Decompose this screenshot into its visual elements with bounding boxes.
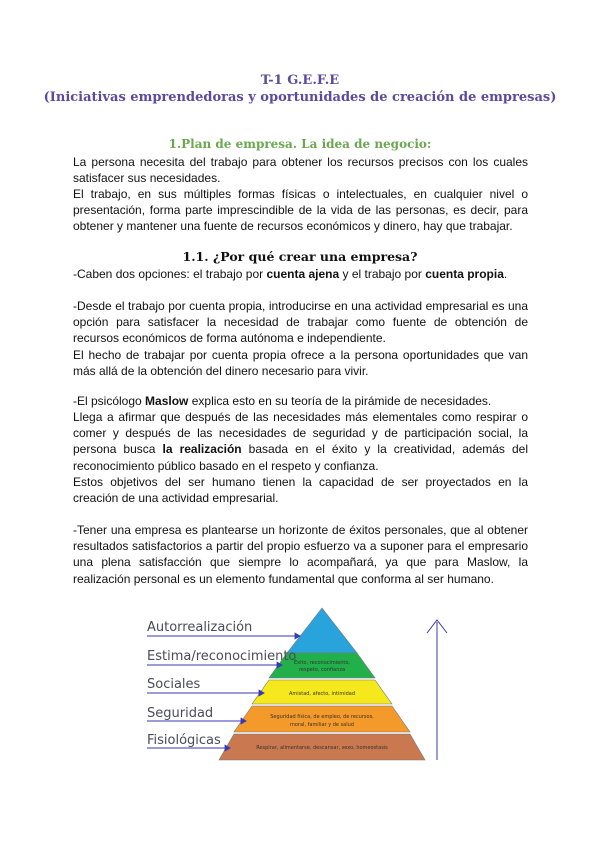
section-1-1-paragraph-5: Llega a afirmar que después de las necesidades más elementales como respirar o comer y después de las necesidades de seguridad y de participación social, la persona busca la realización basada en el éxito y la creatividad, además del reconocimiento público basado en el respeto y confianza. [73,410,528,473]
section-1-1-paragraph-6: Estos objetivos del ser humano tienen la capacidad de ser proyectados en la creación de una actividad empresarial. [73,475,528,506]
pyramid-label-seguridad: Seguridad [147,706,214,721]
section-1-1-paragraph-3: El hecho de trabajar por cuenta propia ofrece a la persona oportunidades que van más allá de la obtención del dinero necesario para vivir. [73,348,528,379]
section-1-paragraph-2: El trabajo, en sus múltiples formas físicas o intelectuales, en cualquier nivel o presentación, forma parte imprescindible de la vida de las personas, es decir, para obtener y mantener una fuente de recursos económicos y dinero, hay que trabajar. [73,187,528,234]
section-1-1-paragraph-4: -El psicólogo Maslow explica esto en su teoría de la pirámide de necesidades. [73,394,492,408]
section-1-paragraph-1: La persona necesita del trabajo para obtener los recursos precisos con los cuales satisfacer sus necesidades. [73,155,528,186]
pyramid-desc-sociales: Amistad, afecto, intimidad [288,691,356,697]
document-title: T-1 G.E.F.E [260,73,340,88]
pyramid-desc-estima-1: Éxito, reconocimiento, [293,660,351,666]
section-1-1-paragraph-7: -Tener una empresa es plantearse un horizonte de éxitos personales, que al obtener resultados satisfactorios a partir del propio esfuerzo va a suponer para el empresario una plena satisfacción que siempre lo acompañará, ya que para Maslow, la realización personal es un elemento fundamental que conforma al ser humano. [73,523,528,586]
pyramid-desc-seguridad-2: moral, familiar y de salud [290,722,354,728]
pyramid-desc-fisiologicas: Respirar, alimentarse, descansar, sexo, homeostasis [256,745,388,751]
pyramid-label-autorrealizacion: Autorrealización [147,620,253,635]
section-1-1-heading: 1.1. ¿Por qué crear una empresa? [182,249,418,264]
section-1-1-paragraph-2: -Desde el trabajo por cuenta propia, introducirse en una actividad empresarial es una opción para satisfacer la necesidad de trabajar como fuente de obtención de recursos económicos de forma autónoma e independiente. [73,299,528,346]
pyramid-desc-seguridad-1: Seguridad física, de empleo, de recursos, [270,714,374,720]
pyramid-label-fisiologicas: Fisiológicas [147,733,221,748]
pyramid-tier-autorrealizacion [287,608,357,653]
pyramid-label-estima: Estima/reconocimiento [147,649,297,664]
document-subtitle: (Iniciativas emprendedoras y oportunidades de creación de empresas) [43,90,557,105]
section-1-1-paragraph-1: -Caben dos opciones: el trabajo por cuenta ajena y el trabajo por cuenta propia. [73,267,508,281]
section-1-heading: 1.Plan de empresa. La idea de negocio: [168,137,432,151]
pyramid-desc-estima-2: respeto, confianza [298,667,346,673]
pyramid-label-sociales: Sociales [147,677,201,692]
